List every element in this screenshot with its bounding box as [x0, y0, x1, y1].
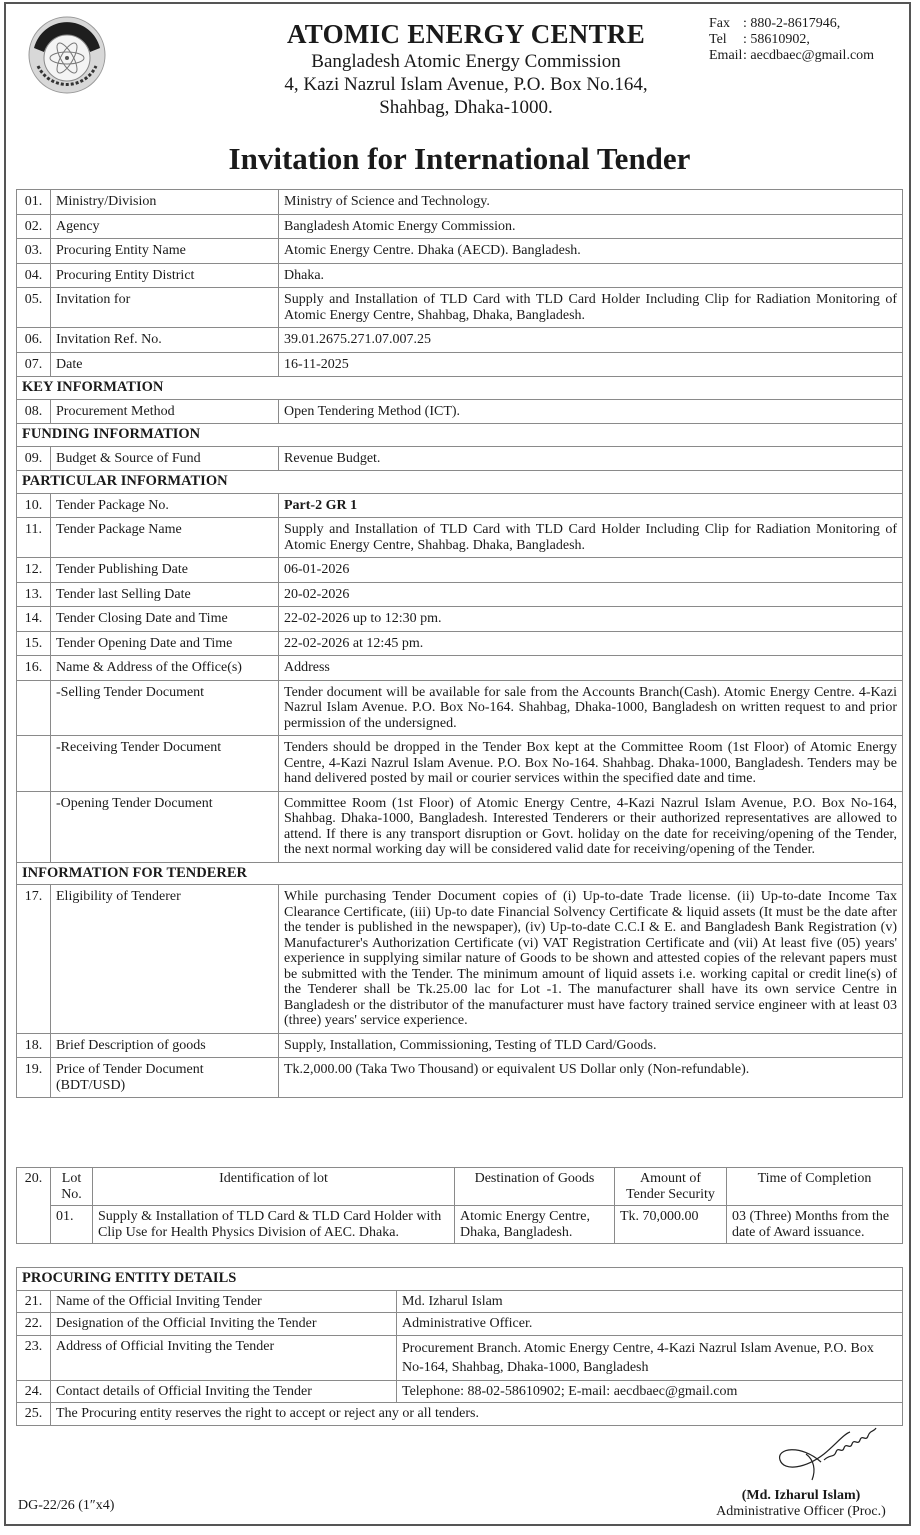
- row-number: 17.: [17, 885, 51, 1034]
- signature-icon: [766, 1424, 886, 1484]
- table-row: [17, 518, 903, 558]
- row-value: Bangladesh Atomic Energy Commission.: [279, 214, 903, 239]
- row-number: 12.: [17, 558, 51, 583]
- lot-table-header: [17, 1168, 903, 1206]
- row-value: Dhaka.: [279, 263, 903, 288]
- lot-row: [17, 1206, 903, 1244]
- row-label: Tender Opening Date and Time: [51, 631, 279, 656]
- row-label: -Opening Tender Document: [51, 791, 279, 862]
- row-value: 22-02-2026 at 12:45 pm.: [279, 631, 903, 656]
- row-label: Name of the Official Inviting Tender: [51, 1290, 397, 1313]
- row-label: Contact details of Official Inviting the Tender: [51, 1380, 397, 1403]
- row-value: Address: [279, 656, 903, 681]
- row-value: Tk.2,000.00 (Taka Two Thousand) or equivalent US Dollar only (Non-refundable).: [279, 1058, 903, 1098]
- row-number: 24.: [17, 1380, 51, 1403]
- tel-label: Tel: [709, 32, 727, 47]
- column-header-lot-no: Lot No.: [51, 1168, 93, 1206]
- table-row: [17, 493, 903, 518]
- row-value: Revenue Budget.: [279, 446, 903, 471]
- table-row: [17, 1033, 903, 1058]
- row-number: 19.: [17, 1058, 51, 1098]
- procuring-entity-table: [16, 1267, 903, 1426]
- row-number: 05.: [17, 288, 51, 328]
- table-row: [17, 328, 903, 353]
- lot-identification: Supply & Installation of TLD Card & TLD Card Holder with Clip Use for Health Physics Division of AEC. Dhaka.: [93, 1206, 455, 1244]
- address-line-1: 4, Kazi Nazrul Islam Avenue, P.O. Box No.164,: [284, 74, 648, 95]
- row-number: 23.: [17, 1335, 51, 1380]
- column-header-identification: Identification of lot: [93, 1168, 455, 1206]
- row-label: Budget & Source of Fund: [51, 446, 279, 471]
- document-title: Invitation for International Tender: [228, 141, 691, 176]
- lot-destination: Atomic Energy Centre, Dhaka, Bangladesh.: [455, 1206, 615, 1244]
- table-row: [17, 1290, 903, 1313]
- tender-package-number: Part-2 GR 1: [279, 493, 903, 518]
- tender-info-table: [16, 189, 903, 1098]
- tel-value: : 58610902,: [743, 32, 810, 47]
- row-value: Procurement Branch. Atomic Energy Centre, 4-Kazi Nazrul Islam Avenue, P.O. Box No-164, Shahbag, Dhaka-1000, Bangladesh: [397, 1335, 903, 1380]
- tender-notice-page: [4, 2, 911, 1526]
- table-row: [17, 190, 903, 215]
- table-row: [17, 791, 903, 862]
- column-header-destination: Destination of Goods: [455, 1168, 615, 1206]
- row-value: 39.01.2675.271.07.007.25: [279, 328, 903, 353]
- row-number: 25.: [17, 1403, 51, 1426]
- table-row: [17, 631, 903, 656]
- signatory-name: (Md. Izharul Islam): [741, 1488, 861, 1503]
- row-value: Md. Izharul Islam: [397, 1290, 903, 1313]
- row-number: 10.: [17, 493, 51, 518]
- row-label: Date: [51, 352, 279, 377]
- table-row: [17, 1403, 903, 1426]
- row-number: 13.: [17, 582, 51, 607]
- row-number: 03.: [17, 239, 51, 264]
- section-heading-key-information: [17, 377, 903, 400]
- organization-name: ATOMIC ENERGY CENTRE: [286, 19, 646, 49]
- row-label: Procurement Method: [51, 399, 279, 424]
- row-label: -Selling Tender Document: [51, 680, 279, 736]
- row-value: Supply, Installation, Commissioning, Testing of TLD Card/Goods.: [279, 1033, 903, 1058]
- row-number: [17, 791, 51, 862]
- table-row: [17, 1313, 903, 1336]
- row-label: Invitation Ref. No.: [51, 328, 279, 353]
- table-row: [17, 1335, 903, 1380]
- lot-time-of-completion: 03 (Three) Months from the date of Award issuance.: [727, 1206, 903, 1244]
- row-label: Tender Closing Date and Time: [51, 607, 279, 632]
- table-row: [17, 239, 903, 264]
- table-row: [17, 1380, 903, 1403]
- row-label: Address of Official Inviting the Tender: [51, 1335, 397, 1380]
- section-heading-procuring-entity-details: [17, 1268, 903, 1291]
- row-label: Price of Tender Document (BDT/USD): [51, 1058, 279, 1098]
- table-row: [17, 680, 903, 736]
- table-row: [17, 1058, 903, 1098]
- row-value: Supply and Installation of TLD Card with TLD Card Holder Including Clip for Radiation Monitoring of Atomic Energy Centre, Shahbag, Dhaka, Bangladesh.: [279, 288, 903, 328]
- row-label: Tender Package Name: [51, 518, 279, 558]
- row-label: Brief Description of goods: [51, 1033, 279, 1058]
- row-value: Administrative Officer.: [397, 1313, 903, 1336]
- fax-label: Fax: [709, 16, 730, 31]
- row-label: Name & Address of the Office(s): [51, 656, 279, 681]
- section-heading-information-for-tenderer: [17, 862, 903, 885]
- fax-value: : 880-2-8617946,: [743, 16, 841, 31]
- publication-reference: DG-22/26 (1″x4): [18, 1498, 115, 1513]
- contact-info: [709, 16, 874, 64]
- row-value: Open Tendering Method (ICT).: [279, 399, 903, 424]
- row-label: Designation of the Official Inviting the Tender: [51, 1313, 397, 1336]
- lot-number: 01.: [51, 1206, 93, 1244]
- organization-header: [236, 18, 696, 119]
- section-title: INFORMATION FOR TENDERER: [17, 862, 903, 885]
- row-number: 22.: [17, 1313, 51, 1336]
- row-label: Tender last Selling Date: [51, 582, 279, 607]
- row-label: Invitation for: [51, 288, 279, 328]
- row-number: 08.: [17, 399, 51, 424]
- row-number: 18.: [17, 1033, 51, 1058]
- email-value: : aecdbaec@gmail.com: [743, 48, 875, 63]
- table-row: [17, 736, 903, 792]
- table-row: [17, 558, 903, 583]
- row-number: 14.: [17, 607, 51, 632]
- row-number: 06.: [17, 328, 51, 353]
- table-row: [17, 885, 903, 1034]
- table-row: [17, 288, 903, 328]
- row-value: Committee Room (1st Floor) of Atomic Energy Centre, 4-Kazi Nazrul Islam Avenue, P.O. Box No-164, Shahbag. Dhaka-1000, Bangladesh. Interested Tenderers or their authorized representatives are allowed to attend. If there is any transport disruption or Govt. holiday on the date for receiving/opening of the Tender, the next normal working day will be considered valid date for receiving/opening of the Tender.: [279, 791, 903, 862]
- section-heading-funding-information: [17, 424, 903, 447]
- row-value: Atomic Energy Centre. Dhaka (AECD). Bangladesh.: [279, 239, 903, 264]
- parent-organization: Bangladesh Atomic Energy Commission: [311, 51, 621, 72]
- address-line-2: Shahbag, Dhaka-1000.: [379, 97, 553, 118]
- row-label: Tender Package No.: [51, 493, 279, 518]
- section-title: FUNDING INFORMATION: [17, 424, 903, 447]
- row-value: 20-02-2026: [279, 582, 903, 607]
- row-label: Procuring Entity Name: [51, 239, 279, 264]
- row-value: Tender document will be available for sale from the Accounts Branch(Cash). Atomic Energy Centre. 4-Kazi Nazrul Islam Avenue. P.O. Box No-164. Shahbag, Dhaka-1000, Bangladesh on written request to and prior permission of the undersigned.: [279, 680, 903, 736]
- table-row: [17, 399, 903, 424]
- aec-emblem-icon: [28, 14, 106, 96]
- row-value: Ministry of Science and Technology.: [279, 190, 903, 215]
- table-row: [17, 446, 903, 471]
- section-title: KEY INFORMATION: [17, 377, 903, 400]
- row-label: Tender Publishing Date: [51, 558, 279, 583]
- row-value: 16-11-2025: [279, 352, 903, 377]
- table-row: [17, 352, 903, 377]
- row-value: 22-02-2026 up to 12:30 pm.: [279, 607, 903, 632]
- row-number: 20.: [17, 1168, 51, 1244]
- row-number: 02.: [17, 214, 51, 239]
- table-row: [17, 214, 903, 239]
- row-number: 09.: [17, 446, 51, 471]
- row-number: 15.: [17, 631, 51, 656]
- email-label: Email: [709, 48, 743, 63]
- row-label: -Receiving Tender Document: [51, 736, 279, 792]
- section-title: PROCURING ENTITY DETAILS: [17, 1268, 903, 1291]
- row-value: While purchasing Tender Document copies of (i) Up-to-date Trade license. (ii) Up-to-date Income Tax Clearance Certificate, (iii) Up-to date Financial Solvency Certificate & liquid assets (It must be the date after the tender is published in the newspaper), (iv) Up-to-date C.C.I & E. and Bangladesh Bank Registration (v) Manufacturer's Authorization Certificate (vi) VAT Registration Certificate and (vii) At least five (05) years' experience in supplying similar nature of Goods to be shown and attested copies of the relevant papers must be submitted with the Tender. The minimum amount of liquid assets i.e. working capital or credit line(s) of the Tenderer shall be Tk.25.00 lac for Lot -1. The manufacturer shall have its own service Centre in Bangladesh or the distributor of the manufacturer must have factory trained service engineer with at least 03 (three) years' service experience.: [279, 885, 903, 1034]
- row-value: The Procuring entity reserves the right to accept or reject any or all tenders.: [51, 1403, 903, 1426]
- row-number: [17, 680, 51, 736]
- column-header-time-of-completion: Time of Completion: [727, 1168, 903, 1206]
- row-number: 04.: [17, 263, 51, 288]
- contact-details-value: Telephone: 88-02-58610902; E-mail: aecdbaec@gmail.com: [397, 1380, 903, 1403]
- table-row: [17, 607, 903, 632]
- row-number: 01.: [17, 190, 51, 215]
- row-number: 16.: [17, 656, 51, 681]
- row-number: 21.: [17, 1290, 51, 1313]
- lot-tender-security: Tk. 70,000.00: [615, 1206, 727, 1244]
- row-number: 07.: [17, 352, 51, 377]
- table-row: [17, 582, 903, 607]
- row-label: Ministry/Division: [51, 190, 279, 215]
- row-value: 06-01-2026: [279, 558, 903, 583]
- row-label: Agency: [51, 214, 279, 239]
- signatory-designation: Administrative Officer (Proc.): [716, 1504, 886, 1519]
- row-label: Procuring Entity District: [51, 263, 279, 288]
- signatory-block: [696, 1488, 906, 1520]
- table-row: [17, 263, 903, 288]
- row-label: Eligibility of Tenderer: [51, 885, 279, 1034]
- column-header-tender-security: Amount of Tender Security: [615, 1168, 727, 1206]
- lot-table: [16, 1167, 903, 1244]
- section-title: PARTICULAR INFORMATION: [17, 471, 903, 494]
- table-row: [17, 656, 903, 681]
- section-heading-particular-information: [17, 471, 903, 494]
- row-number: 11.: [17, 518, 51, 558]
- row-number: [17, 736, 51, 792]
- row-value: Supply and Installation of TLD Card with TLD Card Holder Including Clip for Radiation Monitoring of Atomic Energy Centre, Shahbag. Dhaka, Bangladesh.: [279, 518, 903, 558]
- row-value: Tenders should be dropped in the Tender Box kept at the Committee Room (1st Floor) of Atomic Energy Centre, 4-Kazi Nazrul Islam Avenue. P.O. Box No-164. Shahbag. Dhaka-1000, Bangladesh. Tenders may be hand delivered posted by mail or courier services within the specified date and time.: [279, 736, 903, 792]
